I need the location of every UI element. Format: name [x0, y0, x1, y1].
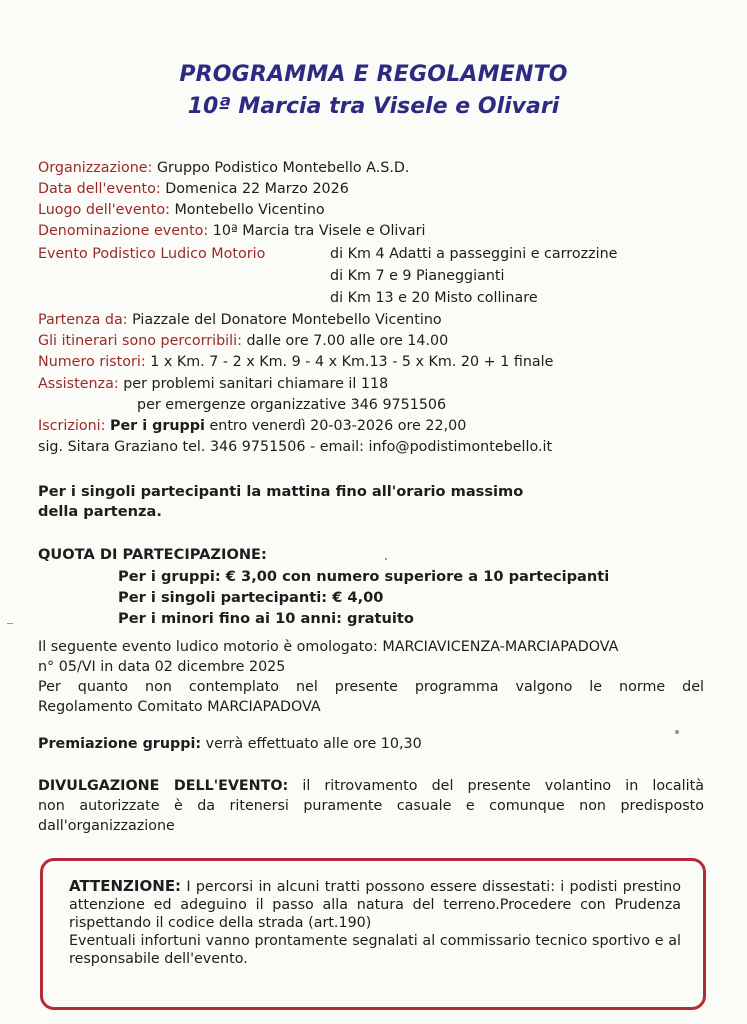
warning-label: ATTENZIONE:: [69, 877, 182, 895]
homologation-block: [38, 637, 704, 717]
homologation-line-1: Il seguente evento ludico motorio è omologato: MARCIAVICENZA-MARCIAPADOVA: [38, 639, 619, 655]
place-value: Montebello Vicentino: [174, 202, 325, 218]
assist-row: [38, 374, 388, 394]
route-item: di Km 13 e 20 Misto collinare: [330, 290, 538, 306]
event-title: 10ª Marcia tra Visele e Olivari: [187, 94, 560, 119]
place-label: Luogo dell'evento:: [38, 202, 170, 218]
quota-heading: QUOTA DI PARTECIPAZIONE:: [38, 546, 267, 563]
homologation-line-4: Regolamento Comitato MARCIAPADOVA: [38, 699, 321, 715]
registration-row: [38, 416, 466, 436]
singles-line-1: Per i singoli partecipanti la mattina fino all'orario massimo: [38, 483, 524, 500]
assist-label: Assistenza:: [38, 376, 119, 392]
registration-label: Iscrizioni:: [38, 418, 106, 434]
routes-open-row: [38, 331, 448, 351]
homologation-line-2: n° 05/VI in data 02 dicembre 2025: [38, 659, 286, 675]
warning-text: I percorsi in alcuni tratti possono essere dissestati: i podisti prestino attenzione ed adeguino il passo alla natura del terreno.Procedere con Prudenza rispettando il codice della strada (art.190): [69, 879, 681, 931]
start-label: Partenza da:: [38, 312, 128, 328]
organization-row: [38, 158, 409, 178]
refresh-row: [38, 352, 553, 372]
singles-line-2: della partenza.: [38, 503, 162, 520]
route-item: di Km 4 Adatti a passeggini e carrozzine: [330, 246, 618, 262]
scan-mark: [7, 623, 13, 624]
warning-text-block: [69, 877, 681, 968]
name-value: 10ª Marcia tra Visele e Olivari: [212, 223, 426, 239]
quota-item: Per i minori fino ai 10 anni: gratuito: [118, 610, 414, 627]
prize-value: verrà effettuato alle ore 10,30: [205, 736, 422, 752]
start-value: Piazzale del Donatore Montebello Vicentino: [132, 312, 442, 328]
warning-box: [40, 858, 706, 1010]
divulgation-line-1: [38, 776, 704, 796]
event-type-label: Evento Podistico Ludico Motorio: [38, 246, 266, 262]
prize-label: Premiazione gruppi:: [38, 736, 202, 752]
route-item: di Km 7 e 9 Pianeggianti: [330, 268, 505, 284]
registration-groups: Per i gruppi: [110, 418, 205, 434]
prize-row: [38, 734, 422, 754]
name-label: Denominazione evento:: [38, 223, 209, 239]
date-label: Data dell'evento:: [38, 181, 161, 197]
divulgation-text-1: il ritrovamento del presente volantino in località: [302, 778, 704, 794]
warning-text-2: Eventuali infortuni vanno prontamente segnalati al commissario tecnico sportivo e al responsabile dell'evento.: [69, 933, 681, 967]
event-type-row: [38, 244, 265, 264]
refresh-label: Numero ristori:: [38, 354, 146, 370]
divulgation-label: DIVULGAZIONE DELL'EVENTO:: [38, 778, 289, 794]
scan-speck: [675, 730, 679, 734]
routes-open-value: dalle ore 7.00 alle ore 14.00: [246, 333, 449, 349]
program-title: PROGRAMMA E REGOLAMENTO: [179, 62, 568, 87]
routes-open-label: Gli itinerari sono percorribili:: [38, 333, 242, 349]
start-row: [38, 310, 442, 330]
registration-value: entro venerdì 20-03-2026 ore 22,00: [209, 418, 467, 434]
divulgation-line-2: non autorizzate è da ritenersi puramente casuale e comunque non predisposto: [38, 798, 704, 814]
quota-item: Per i singoli partecipanti: € 4,00: [118, 589, 384, 606]
date-row: [38, 179, 349, 199]
org-label: Organizzazione:: [38, 160, 153, 176]
scan-mark: [385, 558, 387, 560]
homologation-line-3: Per quanto non contemplato nel presente programma valgono le norme del: [38, 679, 704, 695]
contact-row: sig. Sitara Graziano tel. 346 9751506 - email: info@podistimontebello.it: [38, 439, 553, 455]
name-row: [38, 221, 425, 241]
divulgation-block: [38, 776, 704, 836]
quota-item: Per i gruppi: € 3,00 con numero superiore a 10 partecipanti: [118, 568, 610, 585]
assist-line-1: per problemi sanitari chiamare il 118: [123, 376, 389, 392]
place-row: [38, 200, 325, 220]
date-value: Domenica 22 Marzo 2026: [165, 181, 349, 197]
divulgation-line-3: dall'organizzazione: [38, 818, 175, 834]
org-value: Gruppo Podistico Montebello A.S.D.: [156, 160, 410, 176]
refresh-value: 1 x Km. 7 - 2 x Km. 9 - 4 x Km.13 - 5 x Km. 20 + 1 finale: [150, 354, 554, 370]
assist-line-2: per emergenze organizzative 346 9751506: [137, 397, 447, 413]
